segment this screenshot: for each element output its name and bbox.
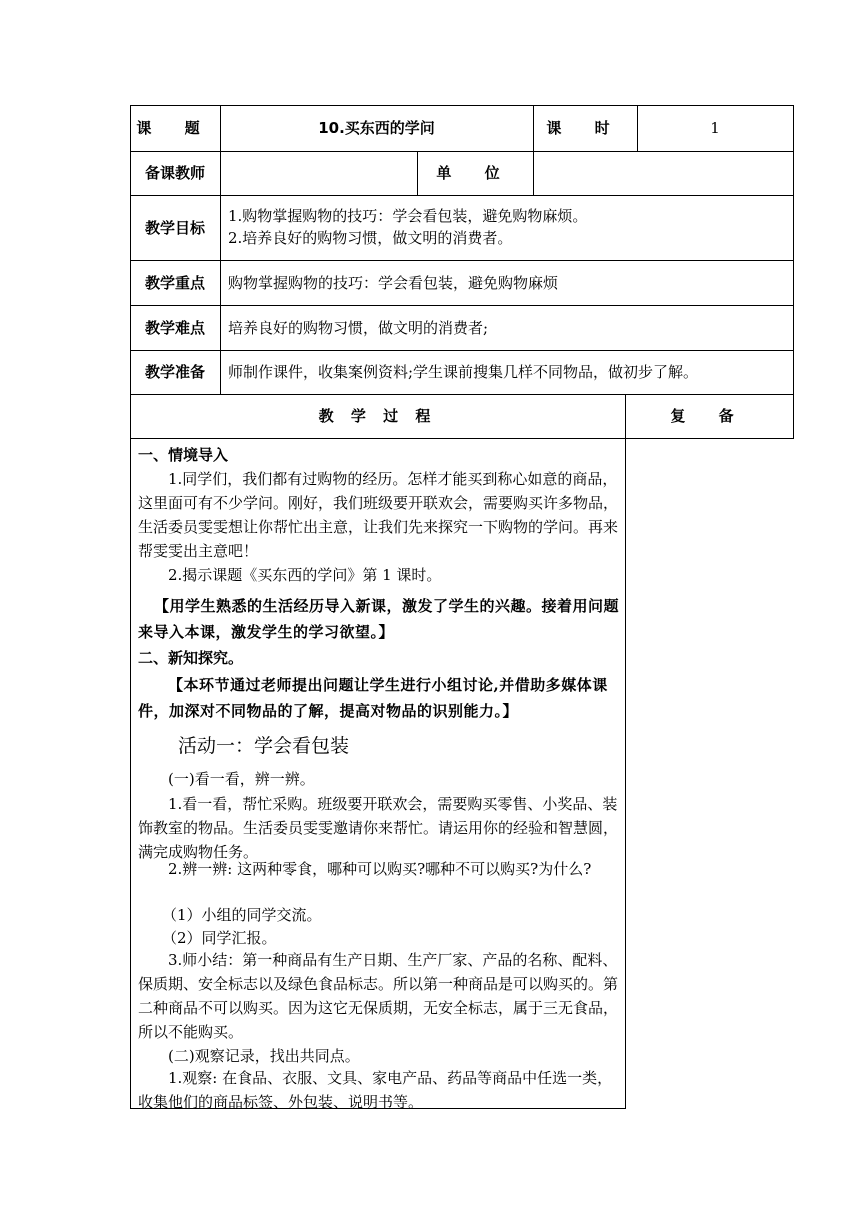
topic-value: 10.买东西的学问 bbox=[318, 119, 435, 137]
row-divider bbox=[130, 438, 794, 439]
section-2-note: 【本环节通过老师提出问题让学生进行小组讨论,并借助多媒体课件，加深对不同物品的了解，提高对物品的识别能力。】 bbox=[138, 676, 608, 720]
section-1-paragraph-1: 1.同学们，我们都有过购物的经历。怎样才能买到称心如意的商品，这里面可有不少学问。刚好，我们班级要开联欢会，需要购买许多物品，生活委员雯雯想让你帮忙出主意，让我们先来探究一下购物的学问。再来帮雯雯出主意吧！ bbox=[138, 470, 619, 560]
goals-line-2: 2.培养良好的购物习惯，做文明的消费者。 bbox=[228, 229, 513, 247]
activity-1-paragraph-1: 1.看一看，帮忙采购。班级要开联欢会，需要购买零售、小奖品、装饰教室的物品。生活委员雯雯邀请你来帮忙。请运用你的经验和智慧圆，满完成购物任务。 bbox=[138, 795, 619, 861]
section-1-note: 【用学生熟悉的生活经历导入新课，激发了学生的兴趣。接着用问题来导入本课，激发学生的学习欲望。】 bbox=[138, 597, 620, 641]
row-divider bbox=[130, 350, 794, 351]
difficulty-label: 教学难点 bbox=[144, 319, 205, 337]
activity-1-title: 活动一：学会看包装 bbox=[178, 735, 350, 757]
activity-1-paragraph-2: 2.辨一辨: 这两种零食，哪种可以购买?哪种不可以购买?为什么? bbox=[168, 860, 592, 878]
row-divider bbox=[130, 151, 794, 152]
keypoint-value: 购物掌握购物的技巧：学会看包装，避免购物麻烦 bbox=[228, 274, 559, 292]
row-divider bbox=[130, 305, 794, 306]
table-border-left bbox=[130, 105, 131, 1109]
label-column-divider bbox=[220, 105, 221, 394]
activity-1-paragraph-4: 1.观察: 在食品、衣服、文具、家电产品、药品等商品中任选一类，收集他们的商品标签、外包装、说明书等。 bbox=[138, 1069, 613, 1111]
keypoint-label: 教学重点 bbox=[144, 274, 205, 292]
row-divider bbox=[130, 195, 794, 196]
activity-1-paragraph-3: 3.师小结：第一种商品有生产日期、生产厂家、产品的名称、配料、保质期、安全标志以及绿色食品标志。所以第一种商品是可以购买的。第二种商品不可以购买。因为这它无保质期，无安全标志，属于三无食品，所以不能购买。 bbox=[138, 951, 619, 1041]
row-divider bbox=[130, 260, 794, 261]
activity-1-paragraph-2a: （1）小组的同学交流。 bbox=[162, 906, 322, 924]
period-value: 1 bbox=[710, 119, 720, 137]
unit-label: 单 位 bbox=[436, 164, 514, 182]
activity-1-paragraph-2b: （2）同学汇报。 bbox=[162, 929, 277, 947]
process-title: 教 学 过 程 bbox=[318, 407, 437, 425]
goals-line-1: 1.购物掌握购物的技巧：学会看包装，避免购物麻烦。 bbox=[228, 207, 588, 225]
row-divider bbox=[130, 394, 794, 395]
table-border-right bbox=[793, 105, 794, 439]
section-1-paragraph-2: 2.揭示课题《买东西的学问》第 1 课时。 bbox=[168, 566, 442, 584]
difficulty-value: 培养良好的购物习惯，做文明的消费者; bbox=[228, 319, 489, 337]
notes-title: 复 备 bbox=[670, 407, 748, 425]
prep-label: 教学准备 bbox=[144, 363, 205, 381]
goals-label: 教学目标 bbox=[144, 219, 205, 237]
activity-1-subheading-1: (一)看一看，辨一辨。 bbox=[168, 770, 315, 788]
prep-value: 师制作课件，收集案例资料;学生课前搜集几样不同物品，做初步了解。 bbox=[228, 363, 699, 381]
section-2-heading: 二、新知探究。 bbox=[138, 649, 244, 667]
period-label: 课 时 bbox=[546, 119, 624, 137]
table-border-top bbox=[130, 105, 794, 106]
activity-1-subheading-2: (二)观察记录，找出共同点。 bbox=[168, 1047, 360, 1065]
teacher-label: 备课教师 bbox=[144, 164, 205, 182]
section-1-heading: 一、情境导入 bbox=[138, 446, 229, 464]
topic-label: 课 题 bbox=[136, 119, 214, 137]
